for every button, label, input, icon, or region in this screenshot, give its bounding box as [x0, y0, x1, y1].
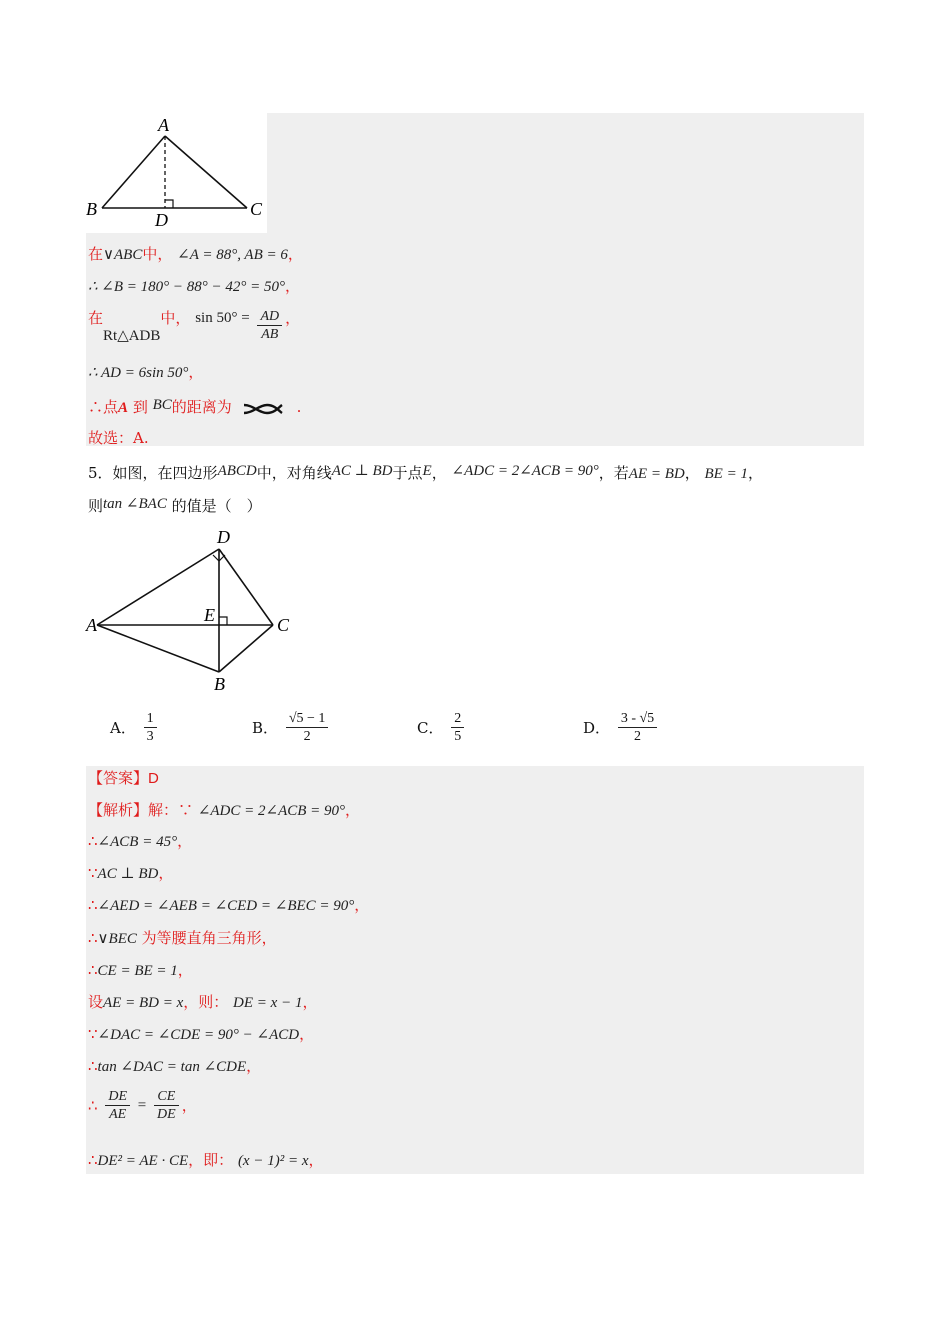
sol4-line2: ∴ ∠B = 180° − 88° − 42° = 50°，: [88, 277, 301, 295]
sol5-line3: ∵AC ⊥ BD，: [88, 864, 174, 882]
sol4-line5: ∴点A 到 BC的距离为 .: [88, 397, 302, 416]
sol5-line11: ∴DE² = AE · CE，即： (x − 1)² = x，: [88, 1151, 324, 1169]
sol4-line1: 在∨ABC中， ∠A = 88°, AB = 6，: [88, 245, 303, 263]
question5-line1: 5．如图，在四边形ABCD中，对角线AC ⊥ BD于点E， ∠ADC = 2∠ACB = 90°，若AE = BD， BE = 1，: [88, 463, 763, 482]
sol5-line2: ∴∠ACB = 45°，: [88, 832, 193, 850]
sol4-fraction: $\frac{AD}{AB}$: [257, 308, 282, 343]
vertex-label-c: C: [250, 199, 263, 219]
option-a[interactable]: A． $\frac{1}{3}$: [110, 710, 160, 745]
solution-panel-2: [86, 766, 864, 1174]
sol5-line8: ∵∠DAC = ∠CDE = 90° − ∠ACD，: [88, 1025, 315, 1043]
option-c[interactable]: C． $\frac{2}{5}$: [417, 710, 467, 745]
sol5-line4: ∴∠AED = ∠AEB = ∠CED = ∠BEC = 90°，: [88, 896, 370, 914]
vertex-label-b: B: [86, 199, 97, 219]
sol5-answer: 【答案】D: [88, 769, 159, 787]
sol5-fraction-left: $\frac{DE}{AE}$: [105, 1088, 130, 1123]
question5-line2: 则tan ∠BAC 的值是（ ）: [88, 496, 262, 515]
sol5-line1: 【解析】解：∵ ∠ADC = 2∠ACB = 90°，: [88, 801, 361, 819]
sol5-line9: ∴tan ∠DAC = tan ∠CDE，: [88, 1057, 262, 1075]
vertex-label-b2: B: [214, 674, 225, 694]
sol5-line10: ∴ $\frac{DE}{AE}$ = $\frac{CE}{DE}$ ，: [88, 1089, 197, 1122]
sol5-line5: ∴∨BEC 为等腰直角三角形，: [88, 929, 277, 947]
vertex-label-a: A: [158, 115, 169, 135]
sol4-line4: ∴ AD = 6sin 50°，: [88, 363, 204, 381]
solution-panel-1: [267, 113, 864, 233]
vertex-label-c2: C: [277, 615, 290, 635]
sol5-line6: ∴CE = BE = 1，: [88, 961, 193, 979]
vertex-label-d: D: [155, 210, 168, 230]
option-b[interactable]: B． $\frac{√5 - 1}{2}$: [252, 710, 331, 745]
vertex-label-a2: A: [86, 615, 97, 635]
sol4-line3: 在Rt△ADB中， sin 50° = $\frac{AD}{AB}$ ，: [88, 309, 301, 344]
vertex-label-e2: E: [204, 605, 215, 625]
sol4-line6: 故选：A.: [88, 429, 149, 447]
sol5-fraction-right: $\frac{CE}{DE}$: [154, 1088, 179, 1123]
vertex-label-d2: D: [217, 527, 230, 547]
option-d[interactable]: D． $\frac{3 - √5}{2}$: [583, 710, 660, 745]
triangle-figure: [84, 112, 269, 230]
quadrilateral-figure: [84, 524, 314, 696]
broken-formula-glyph: [243, 401, 283, 415]
sol5-line7: 设AE = BD = x，则： DE = x − 1，: [88, 993, 318, 1011]
